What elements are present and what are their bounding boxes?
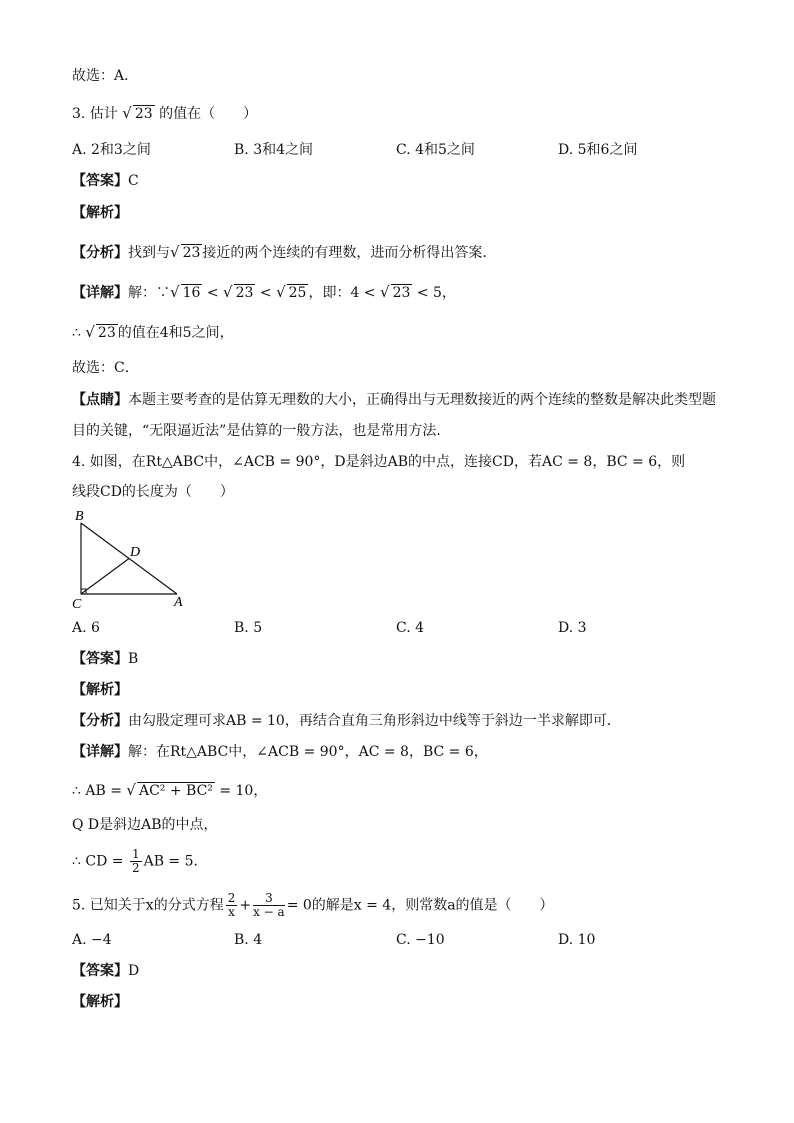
question-4-stem: 4. 如图，在Rt△ABC中，∠ACB = 90°，D是斜边AB的中点，连接CD，若AC = 8，BC = 6，则 (72, 454, 686, 470)
step-text-post: = 10， (214, 783, 268, 799)
sqrt-radicand: 16 (182, 285, 201, 301)
q3-option-d: D. 5和6之间 (558, 142, 638, 158)
q3-conclusion: ∴ √ 23 的值在4和5之间， (72, 323, 234, 341)
sqrt-radicand: 23 (97, 325, 116, 341)
q3-option-b: B. 3和4之间 (234, 142, 314, 158)
sqrt-radicand: AC² + BC² (138, 783, 213, 799)
q4-step-3 (72, 848, 208, 875)
q4-step-2: Q D是斜边AB的中点， (72, 817, 218, 833)
less-than: < (202, 285, 224, 301)
xiangjie-text: ，即：4 < (308, 285, 380, 301)
label-c: C (72, 597, 82, 611)
fenxi-text: 找到与 (128, 245, 170, 261)
xiangjie-text: 解：∵ (128, 285, 170, 301)
fenxi-text: 由勾股定理可求AB = 10，再结合直角三角形斜边中线等于斜边一半求解即可． (128, 713, 621, 729)
sqrt-radicand: 23 (235, 285, 254, 301)
fraction-numerator: 1 (131, 847, 140, 861)
answer-label: 【答案】 (72, 651, 128, 667)
right-triangle-figure (70, 505, 200, 611)
fraction-denominator: 2 (131, 861, 140, 875)
q4-step-1: ∴ AB = √ AC² + BC² = 10， (72, 781, 268, 799)
therefore-text: ∴ (72, 325, 86, 341)
q5-option-a: A. −4 (72, 932, 112, 948)
fenxi-text-post: 接近的两个连续的有理数，进而分析得出答案． (202, 245, 497, 261)
segment-cd (81, 559, 129, 595)
q3-guxuan: 故选：C． (72, 360, 139, 376)
fenxi-label: 【分析】 (72, 713, 128, 729)
fraction-numerator: 3 (253, 892, 285, 906)
sqrt-radicand: 25 (288, 285, 307, 301)
question-3-stem: 3. 估计 √ 23 的值在（ ） (72, 104, 258, 122)
q3-dianjing (72, 390, 716, 410)
fraction-half (130, 848, 142, 875)
fraction-numerator: 2 (227, 891, 236, 905)
q4-fenxi (72, 711, 621, 731)
dianjing-text: 本题主要考查的是估算无理数的大小，正确得出与无理数接近的两个连续的整数是解决此类型题 (128, 392, 716, 408)
q5-option-d: D. 10 (558, 932, 596, 948)
q3-text-post: 的值在（ ） (159, 106, 258, 122)
label-a: A (174, 595, 183, 610)
q5-text: 5. 已知关于x的分式方程 (72, 897, 224, 914)
q3-option-a: A. 2和3之间 (72, 142, 151, 158)
answer-value: C (128, 173, 139, 189)
conclusion-text: 的值在4和5之间， (117, 325, 234, 341)
fraction-denominator: x (228, 905, 235, 919)
analysis-heading: 【解析】 (72, 682, 128, 698)
q3-dianjing-cont: 目的关键，“无限逼近法”是估算的一般方法，也是常用方法． (72, 423, 451, 439)
label-b: B (75, 509, 84, 524)
q5-option-c: C. −10 (396, 932, 445, 948)
plus-sign: + (239, 897, 252, 914)
q3-xiangjie: 【详解】解：∵√ 16 < √ 23 < √ 25 ，即：4 < √ 23 < 5， (72, 283, 456, 301)
fraction-denominator: x − a (253, 905, 285, 919)
answer-label: 【答案】 (72, 963, 128, 979)
fenxi-label: 【分析】 (72, 245, 128, 261)
question-5-stem (72, 892, 554, 919)
q4-xiangjie (72, 742, 488, 762)
q4-option-a: A. 6 (72, 620, 100, 636)
analysis-heading: 【解析】 (72, 994, 128, 1010)
q5-answer (72, 961, 139, 981)
q4-option-b: B. 5 (234, 620, 263, 636)
q4-option-c: C. 4 (396, 620, 425, 636)
sqrt-radicand: 23 (182, 245, 201, 261)
q5-option-b: B. 4 (234, 932, 263, 948)
text-line: 故选：A． (72, 68, 139, 84)
q3-text: 3. 估计 (72, 106, 118, 122)
analysis-heading: 【解析】 (72, 205, 128, 221)
step-text-post: AB = 5． (143, 853, 208, 870)
step-text: ∴ AB = (72, 783, 127, 799)
dianjing-label: 【点睛】 (72, 392, 128, 408)
sqrt-radicand: 23 (392, 285, 411, 301)
q3-option-c: C. 4和5之间 (396, 142, 475, 158)
sqrt-radicand: 23 (134, 106, 153, 122)
fraction-3-over-x-minus-a (253, 892, 285, 919)
question-4-stem-cont: 线段CD的长度为（ ） (72, 484, 234, 500)
q4-answer (72, 649, 138, 669)
less-than: < (255, 285, 277, 301)
xiangjie-label: 【详解】 (72, 744, 128, 760)
fraction-2-over-x (226, 892, 238, 919)
answer-value: D (128, 963, 140, 979)
q4-option-d: D. 3 (558, 620, 587, 636)
label-d: D (130, 545, 141, 560)
q3-fenxi: 【分析】找到与√ 23 接近的两个连续的有理数，进而分析得出答案． (72, 243, 497, 261)
xiangjie-text: < 5， (412, 285, 456, 301)
answer-label: 【答案】 (72, 173, 128, 189)
xiangjie-text: 解：在Rt△ABC中，∠ACB = 90°，AC = 8，BC = 6， (128, 744, 488, 760)
q5-text-post: = 0的解是x = 4，则常数a的值是（ ） (286, 897, 554, 914)
xiangjie-label: 【详解】 (72, 285, 128, 301)
answer-value: B (128, 651, 139, 667)
step-text: ∴ CD = (72, 853, 128, 870)
q3-answer (72, 171, 139, 191)
